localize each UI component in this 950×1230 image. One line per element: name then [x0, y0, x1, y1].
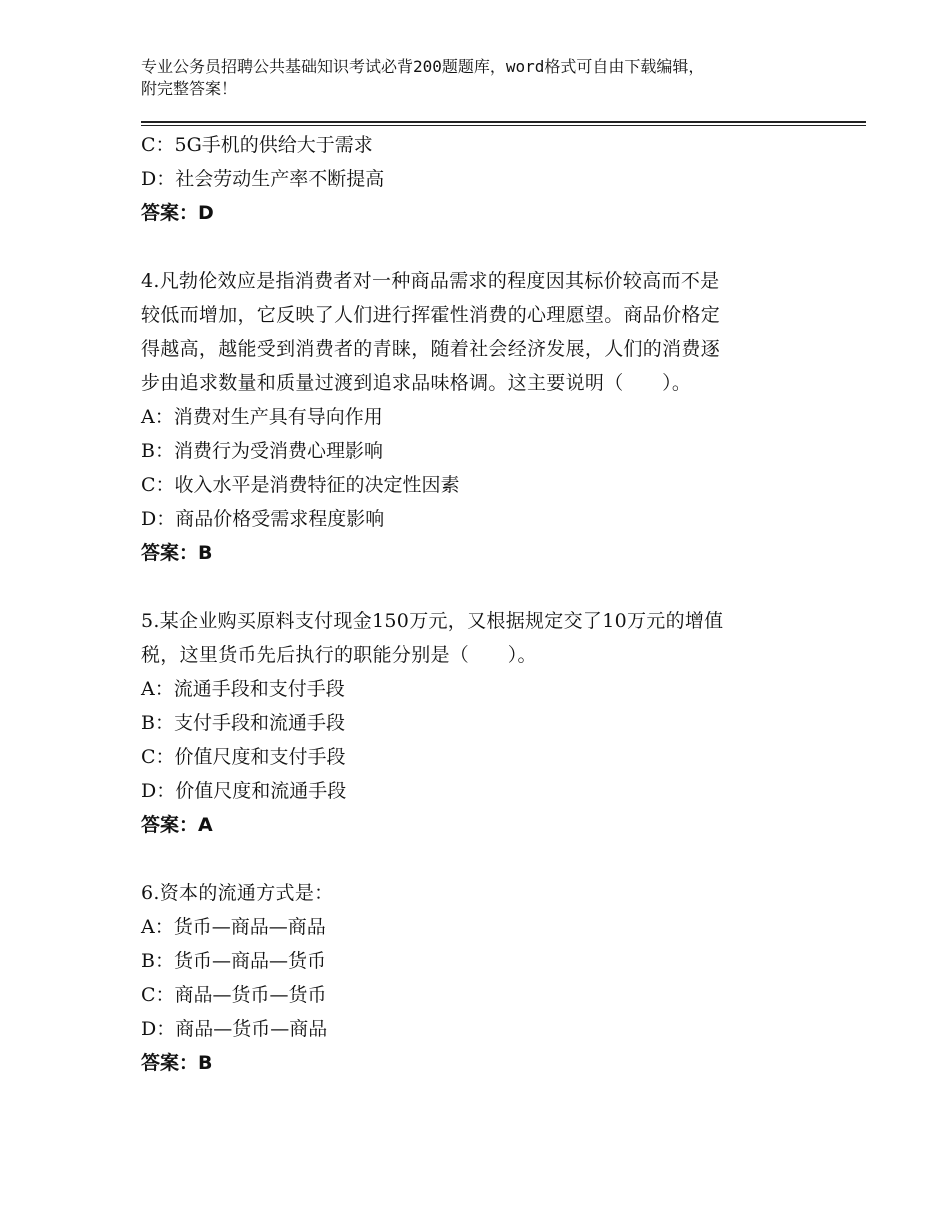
header-rule-thick: [141, 121, 866, 123]
q5-option-d: D：价值尺度和流通手段: [141, 780, 347, 802]
q6-answer: 答案：B: [141, 1052, 213, 1074]
q4-stem-line-2: 较低而增加，它反映了人们进行挥霍性消费的心理愿望。商品价格定: [141, 304, 721, 326]
question-list: [141, 128, 821, 1080]
q5-option-b: B：支付手段和流通手段: [141, 712, 345, 734]
q6-option-b: B：货币—商品—货币: [141, 950, 326, 972]
q5-option-a: A：流通手段和支付手段: [141, 678, 345, 700]
q6-stem-line-1: 6.资本的流通方式是：: [141, 882, 334, 904]
q4-stem-line-1: 4.凡勃伦效应是指消费者对一种商品需求的程度因其标价较高而不是: [141, 270, 720, 292]
header-line-2: 附完整答案！: [141, 79, 238, 98]
q5-stem-line-2: 税，这里货币先后执行的职能分别是（ ）。: [141, 644, 537, 666]
q3-option-c: C：5G手机的供给大于需求: [141, 134, 373, 156]
q4-option-c: C：收入水平是消费特征的决定性因素: [141, 474, 460, 496]
spacer: [141, 842, 821, 876]
q5-stem-line-1: 5.某企业购买原料支付现金150万元，又根据规定交了10万元的增值: [141, 610, 724, 632]
page-header: [141, 56, 841, 100]
q4-option-a: A：消费对生产具有导向作用: [141, 406, 383, 428]
q6-option-d: D：商品—货币—商品: [141, 1018, 328, 1040]
q4-stem-line-4: 步由追求数量和质量过渡到追求品味格调。这主要说明（ ）。: [141, 372, 692, 394]
q4-answer: 答案：B: [141, 542, 213, 564]
header-line-1: 专业公务员招聘公共基础知识考试必背200题题库，word格式可自由下载编辑，: [141, 57, 705, 76]
q5-option-c: C：价值尺度和支付手段: [141, 746, 346, 768]
q3-answer: 答案：D: [141, 202, 214, 224]
q4-option-b: B：消费行为受消费心理影响: [141, 440, 383, 462]
q6-option-a: A：货币—商品—商品: [141, 916, 326, 938]
spacer: [141, 570, 821, 604]
header-rule-thin: [141, 125, 866, 126]
q3-option-d: D：社会劳动生产率不断提高: [141, 168, 385, 190]
q4-stem-line-3: 得越高，越能受到消费者的青睐，随着社会经济发展，人们的消费逐: [141, 338, 721, 360]
q4-option-d: D：商品价格受需求程度影响: [141, 508, 385, 530]
q6-option-c: C：商品—货币—货币: [141, 984, 327, 1006]
q5-answer: 答案：A: [141, 814, 213, 836]
spacer: [141, 230, 821, 264]
